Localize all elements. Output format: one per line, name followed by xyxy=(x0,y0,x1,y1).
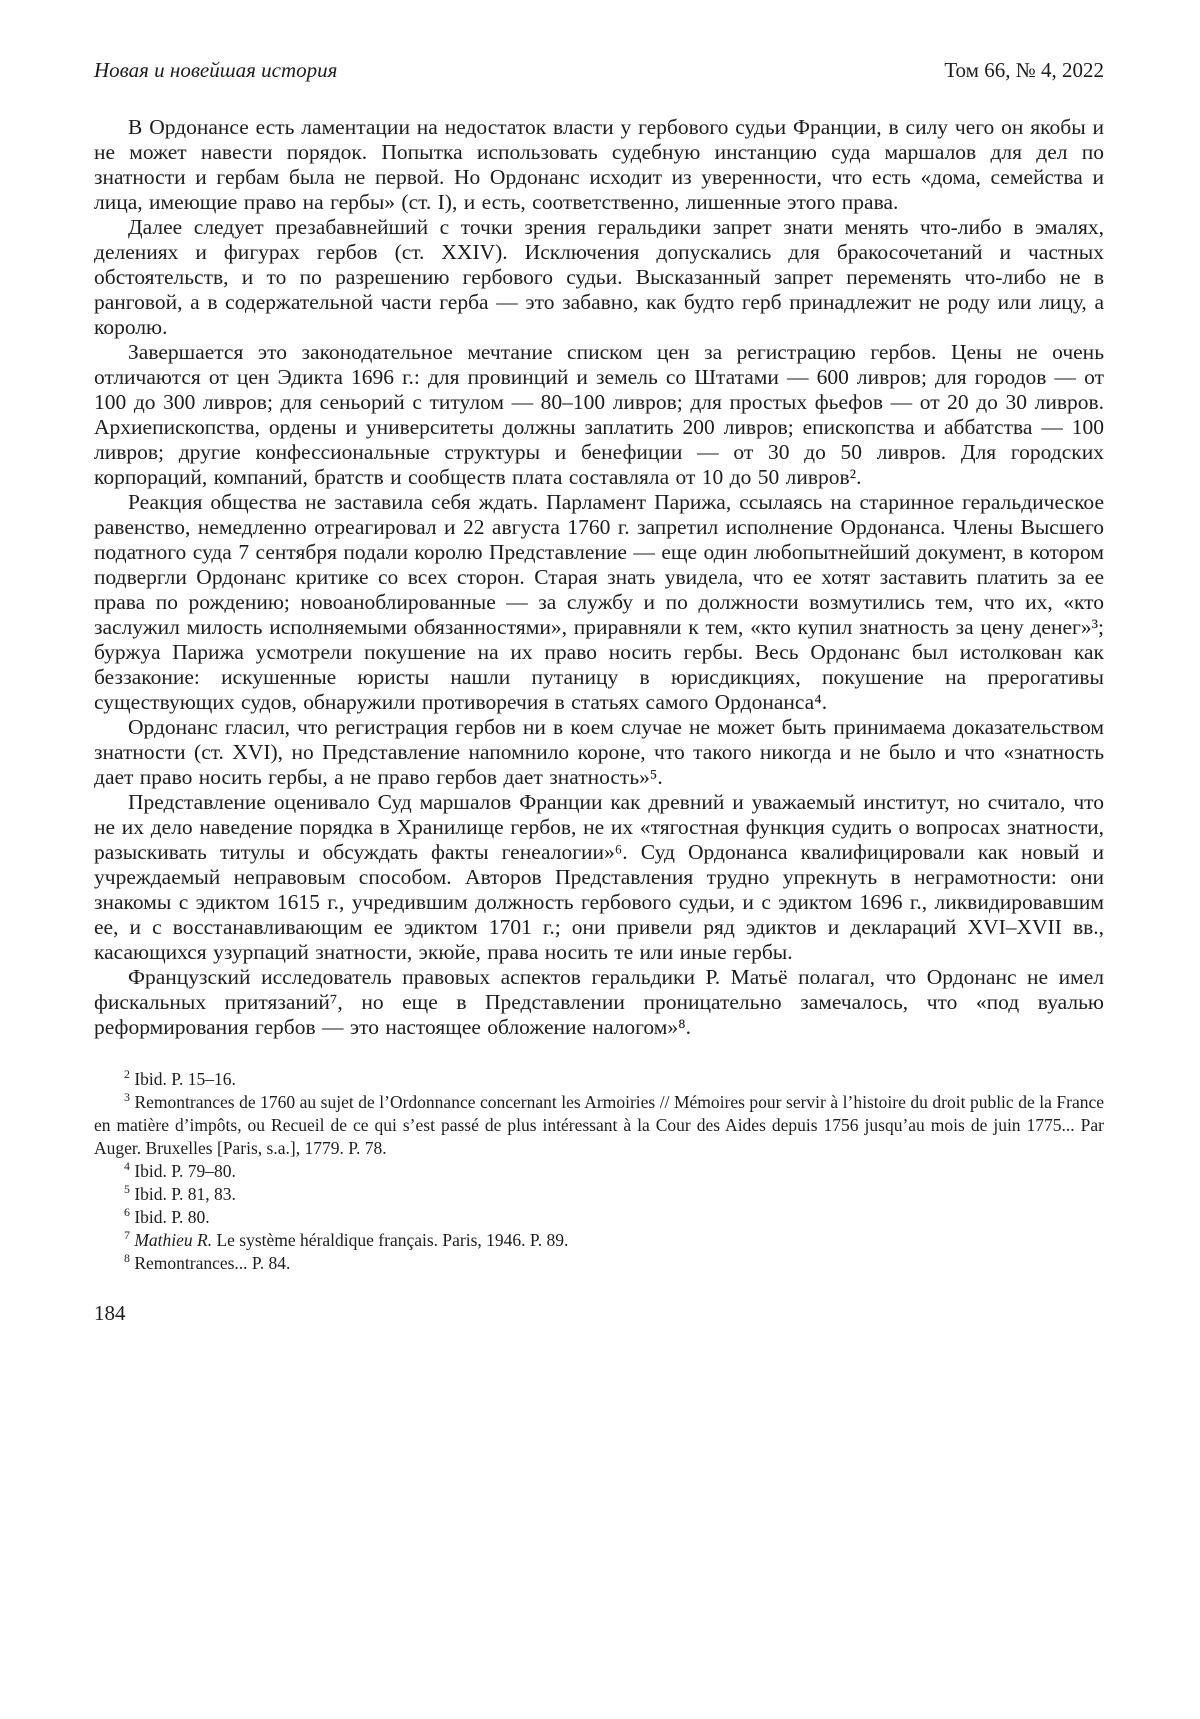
footnote-text: Ibid. P. 80. xyxy=(134,1207,210,1227)
footnote-text: Remontrances de 1760 au sujet de l’Ordonnance concernant les Armoiries // Mémoires pour servir à l’histoire du droit public de la France en matière d’impôts, ou Recueil de ce qui s’est passé de plus intéressant à la Cour des Aides depuis 1756 jusqu’au mois de juin 1775... Par Auger. Bruxelles [Paris, s.a.], 1779. P. 78. xyxy=(94,1092,1104,1158)
paragraph: Завершается это законодательное мечтание списком цен за регистрацию гербов. Цены не очень отличаются от цен Эдикта 1696 г.: для провинций и земель со Штатами — 600 ливров; для городов — от 100 до 300 ливров; для сеньорий с титулом — 80–100 ливров; для простых фьефов — от 20 до 30 ливров. Архиепископства, ордены и университеты должны заплатить 200 ливров; епископства и аббатства — 100 ливров; другие конфессиональные структуры и бенефиции — от 30 до 50 ливров. Для городских корпораций, компаний, братств и сообществ плата составляла от 10 до 50 ливров². xyxy=(94,340,1104,489)
running-head xyxy=(94,58,1104,83)
footnote xyxy=(94,1091,1104,1160)
paragraph: В Ордонансе есть ламентации на недостаток власти у гербового судьи Франции, в силу чего он якобы и не может навести порядок. Попытка использовать судебную инстанцию суда маршалов для дел по знатности и гербам была не первой. Но Ордонанс исходит из уверенности, что есть «дома, семейства и лица, имеющие право на гербы» (ст. I), и есть, соответственно, лишенные этого права. xyxy=(94,115,1104,214)
journal-title: Новая и новейшая история xyxy=(94,58,338,82)
article-body xyxy=(94,115,1104,1040)
paragraph: Ордонанс гласил, что регистрация гербов ни в коем случае не может быть принимаема доказательством знатности (ст. XVI), но Представление напомнило короне, что такого никогда и не было и что «знатность дает право носить гербы, а не право гербов дает знатность»⁵. xyxy=(94,715,1104,789)
footnote-marker: 2 xyxy=(124,1067,130,1082)
footnote xyxy=(94,1206,1104,1229)
footnote-marker: 8 xyxy=(124,1251,130,1266)
footnote-text: Ibid. P. 81, 83. xyxy=(134,1184,236,1204)
paragraph: Французский исследователь правовых аспектов геральдики Р. Матьё полагал, что Ордонанс не имел фискальных притязаний⁷, но еще в Представлении проницательно замечалось, что «под вуалью реформирования гербов — это настоящее обложение налогом»⁸. xyxy=(94,965,1104,1039)
footnotes-block xyxy=(94,1068,1104,1275)
issue-info: Том 66, № 4, 2022 xyxy=(944,58,1104,82)
footnote-marker: 5 xyxy=(124,1182,130,1197)
footnote-marker: 3 xyxy=(124,1090,130,1105)
paragraph: Реакция общества не заставила себя ждать. Парламент Парижа, ссылаясь на старинное геральдическое равенство, немедленно отреагировал и 22 августа 1760 г. запретил исполнение Ордонанса. Члены Высшего податного суда 7 сентября подали королю Представление — еще один любопытнейший документ, в котором подвергли Ордонанс критике со всех сторон. Старая знать увидела, что ее хотят заставить платить за ее права по рождению; новоаноблированные — за службу и по должности возмутились тем, что их, «кто заслужил милость исполняемыми обязанностями», приравняли к тем, «кто купил знатность за цену денег»³; буржуа Парижа усмотрели покушение на их право носить гербы. Весь Ордонанс был истолкован как беззаконие: искушенные юристы нашли путаницу в юрисдикциях, покушение на прерогативы существующих судов, обнаружили противоречия в статьях самого Ордонанса⁴. xyxy=(94,490,1104,714)
footnote-marker: 6 xyxy=(124,1205,130,1220)
footnote-author: Mathieu R. xyxy=(134,1230,213,1250)
footnote xyxy=(94,1252,1104,1275)
footnote xyxy=(94,1183,1104,1206)
paragraph: Далее следует презабавнейший с точки зрения геральдики запрет знати менять что-либо в эмалях, делениях и фигурах гербов (ст. XXIV). Исключения допускались для бракосочетаний и частных обстоятельств, и то по разрешению гербового судьи. Высказанный запрет переменять что-либо не в ранговой, а в содержательной части герба — это забавно, как будто герб принадлежит не роду или лицу, а королю. xyxy=(94,215,1104,339)
footnote-text: Remontrances... P. 84. xyxy=(134,1253,291,1273)
footnote-text: Ibid. P. 79–80. xyxy=(134,1161,236,1181)
footnote-text: Ibid. P. 15–16. xyxy=(134,1069,236,1089)
footnote-marker: 7 xyxy=(124,1228,130,1243)
footnote-marker: 4 xyxy=(124,1159,130,1174)
footnote xyxy=(94,1160,1104,1183)
paragraph: Представление оценивало Суд маршалов Франции как древний и уважаемый институт, но считало, что не их дело наведение порядка в Хранилище гербов, не их «тягостная функция судить о вопросах знатности, разыскивать титулы и обсуждать факты генеалогии»⁶. Суд Ордонанса квалифицировали как новый и учреждаемый неправовым способом. Авторов Представления трудно упрекнуть в неграмотности: они знакомы с эдиктом 1615 г., учредившим должность гербового судьи, и с эдиктом 1696 г., ликвидировавшим ее, и с восстанавливающим ее эдиктом 1701 г.; они привели ряд эдиктов и деклараций XVI–XVII вв., касающихся узурпаций знатности, экюйе, права носить те или иные гербы. xyxy=(94,790,1104,964)
footnote xyxy=(94,1068,1104,1091)
page-number: 184 xyxy=(94,1301,126,1325)
footnote xyxy=(94,1229,1104,1252)
footnote-text: Le système héraldique français. Paris, 1946. P. 89. xyxy=(216,1230,569,1250)
